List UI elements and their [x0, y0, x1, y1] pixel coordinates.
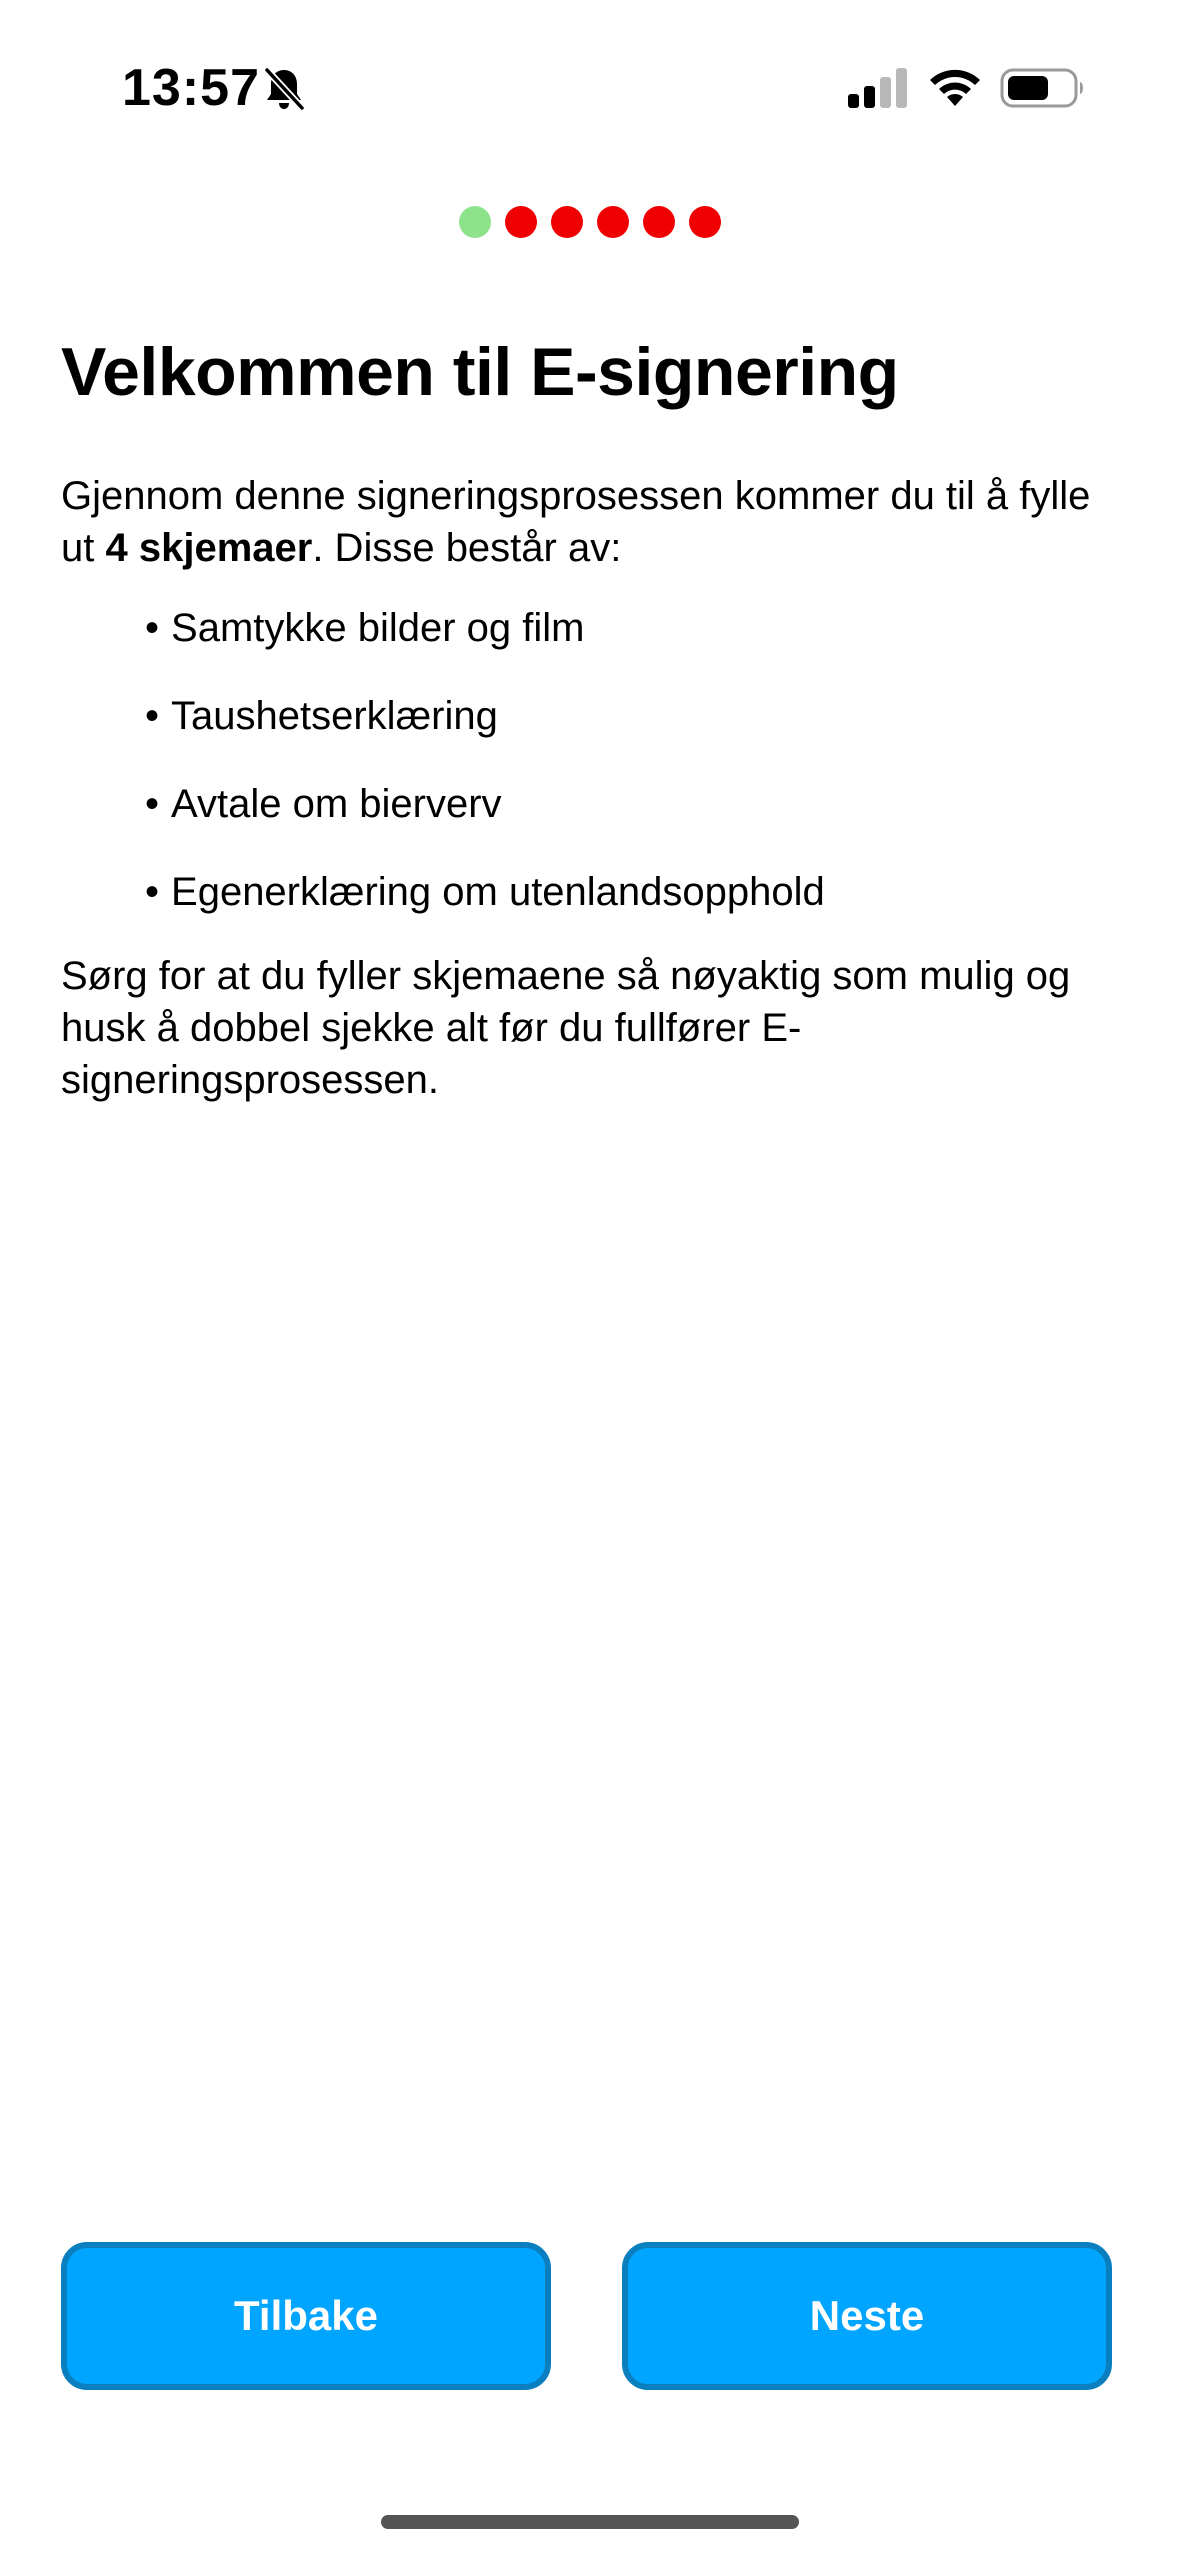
wifi-icon — [926, 64, 984, 110]
list-item: • Egenerklæring om utenlandsopphold — [145, 866, 1121, 918]
page-title: Velkommen til E-signering — [61, 334, 899, 410]
progress-dot-pending — [597, 206, 629, 238]
progress-indicator — [0, 206, 1179, 240]
home-indicator[interactable] — [381, 2515, 799, 2529]
outro-text: Sørg for at du fyller skjemaene så nøyaktig som mulig og husk å dobbel sjekke alt før du fullfører E-signeringsprosessen. — [61, 954, 1071, 1102]
back-button[interactable]: Tilbake — [61, 2242, 551, 2390]
progress-dot-pending — [643, 206, 675, 238]
status-time: 13:57 — [122, 59, 260, 117]
bell-slash-icon — [262, 66, 306, 112]
status-bar — [0, 0, 1179, 170]
progress-dot-pending — [689, 206, 721, 238]
intro-bold: 4 skjemaer — [105, 526, 313, 570]
progress-dot-pending — [551, 206, 583, 238]
list-item: • Taushetserklæring — [145, 690, 1121, 742]
intro-before: Gjennom denne signeringsprosessen kommer du til å fylle ut — [61, 474, 1091, 570]
forms-list — [61, 602, 1121, 918]
progress-dot-pending — [505, 206, 537, 238]
list-item: • Samtykke bilder og film — [145, 602, 1121, 654]
battery-icon — [1000, 66, 1086, 110]
list-item: • Avtale om bierverv — [145, 778, 1121, 830]
intro-after: . Disse består av: — [312, 526, 622, 570]
next-button[interactable]: Neste — [622, 2242, 1112, 2390]
content — [61, 470, 1121, 1106]
progress-dot-current — [459, 206, 491, 238]
cellular-signal-icon — [846, 66, 908, 110]
intro-text — [61, 470, 1121, 574]
